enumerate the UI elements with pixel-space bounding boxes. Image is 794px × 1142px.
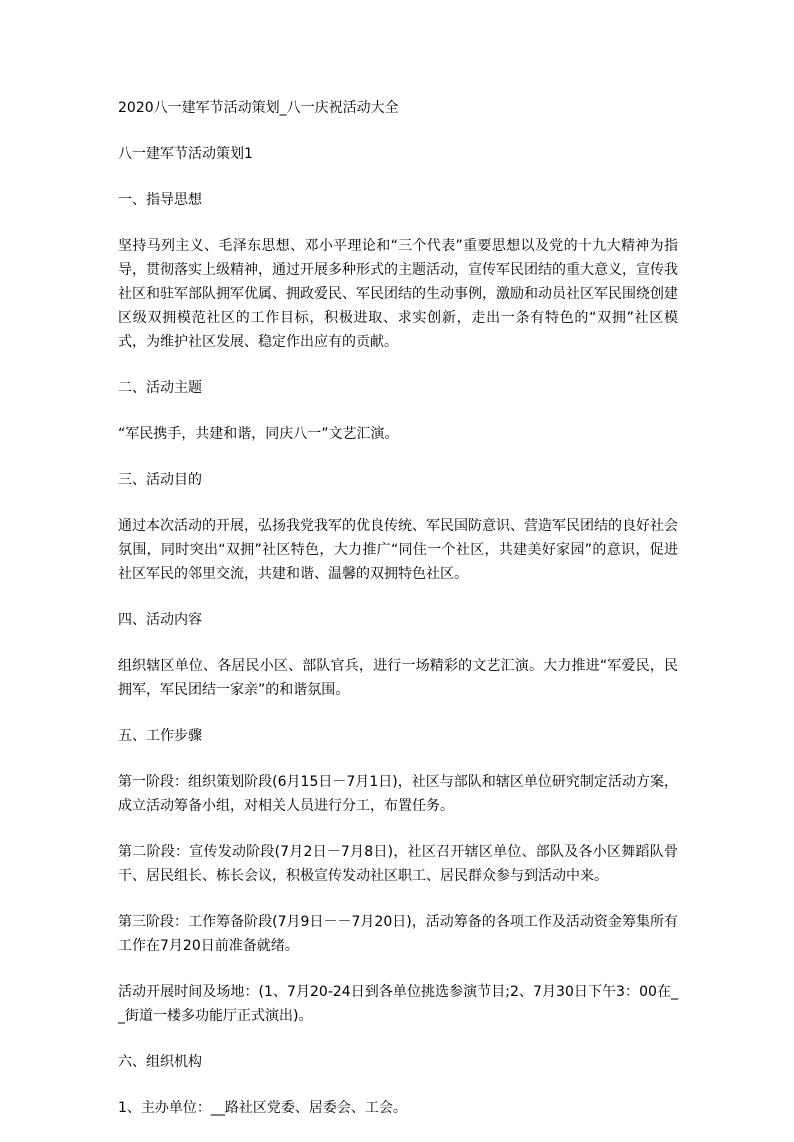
paragraph-guiding-ideology: 坚持马列主义、毛泽东思想、邓小平理论和“三个代表”重要思想以及党的十九大精神为指导，贯彻落实上级精神，通过开展多种形式的主题活动，宣传军民团结的重大意义，宣传我社区和驻军部队拥军优属、拥政爱民、军民团结的生动事例，激励和动员社区军民围绕创建区级双拥模范社区的工作目标，积极进取、求实创新，走出一条有特色的“双拥”社区模式，为维护社区发展、稳定作出应有的贡献。 [118,238,678,350]
paragraph-stage-three: 第三阶段：工作筹备阶段(7月9日－－7月20日)，活动筹备的各项工作及活动资金筹集所有工作在7月20日前准备就绪。 [118,914,678,954]
section-heading-activity-content: 四、活动内容 [118,612,202,628]
section-heading-activity-purpose: 三、活动目的 [118,472,202,488]
paragraph-stage-two: 第二阶段：宣传发动阶段(7月2日－7月8日)，社区召开辖区单位、部队及各小区舞蹈队骨干、居民组长、栋长会议，积极宣传发动社区职工、居民群众参与到活动中来。 [118,844,678,884]
section-heading-work-steps: 五、工作步骤 [118,728,202,744]
section-heading-organization: 六、组织机构 [118,1054,202,1070]
paragraph-activity-theme: “军民携手，共建和谐，同庆八一”文艺汇演。 [118,426,399,442]
document-body [118,96,678,1142]
paragraph-organizer: 1、主办单位：__路社区党委、居委会、工会。 [118,1100,407,1116]
section-heading-guiding-ideology: 一、指导思想 [118,192,202,208]
paragraph-time-and-venue: 活动开展时间及场地：(1、7月20-24日到各单位挑选参演节目;2、7月30日下午3：00在__街道一楼多功能厅正式演出)。 [118,984,678,1024]
paragraph-activity-purpose: 通过本次活动的开展，弘扬我党我军的优良传统、军民国防意识、营造军民团结的良好社会氛围，同时突出“双拥”社区特色，大力推广“同住一个社区，共建美好家园”的意识，促进社区军民的邻里交流，共建和谐、温馨的双拥特色社区。 [118,518,678,582]
document-title: 2020八一建军节活动策划_八一庆祝活动大全 [118,100,399,116]
section-heading-activity-theme: 二、活动主题 [118,380,202,396]
paragraph-activity-content: 组织辖区单位、各居民小区、部队官兵，进行一场精彩的文艺汇演。大力推进“军爱民，民拥军，军民团结一家亲”的和谐氛围。 [118,658,678,698]
paragraph-stage-one: 第一阶段：组织策划阶段(6月15日－7月1日)，社区与部队和辖区单位研究制定活动方案，成立活动筹备小组，对相关人员进行分工，布置任务。 [118,774,678,814]
document-subtitle: 八一建军节活动策划1 [118,146,253,162]
